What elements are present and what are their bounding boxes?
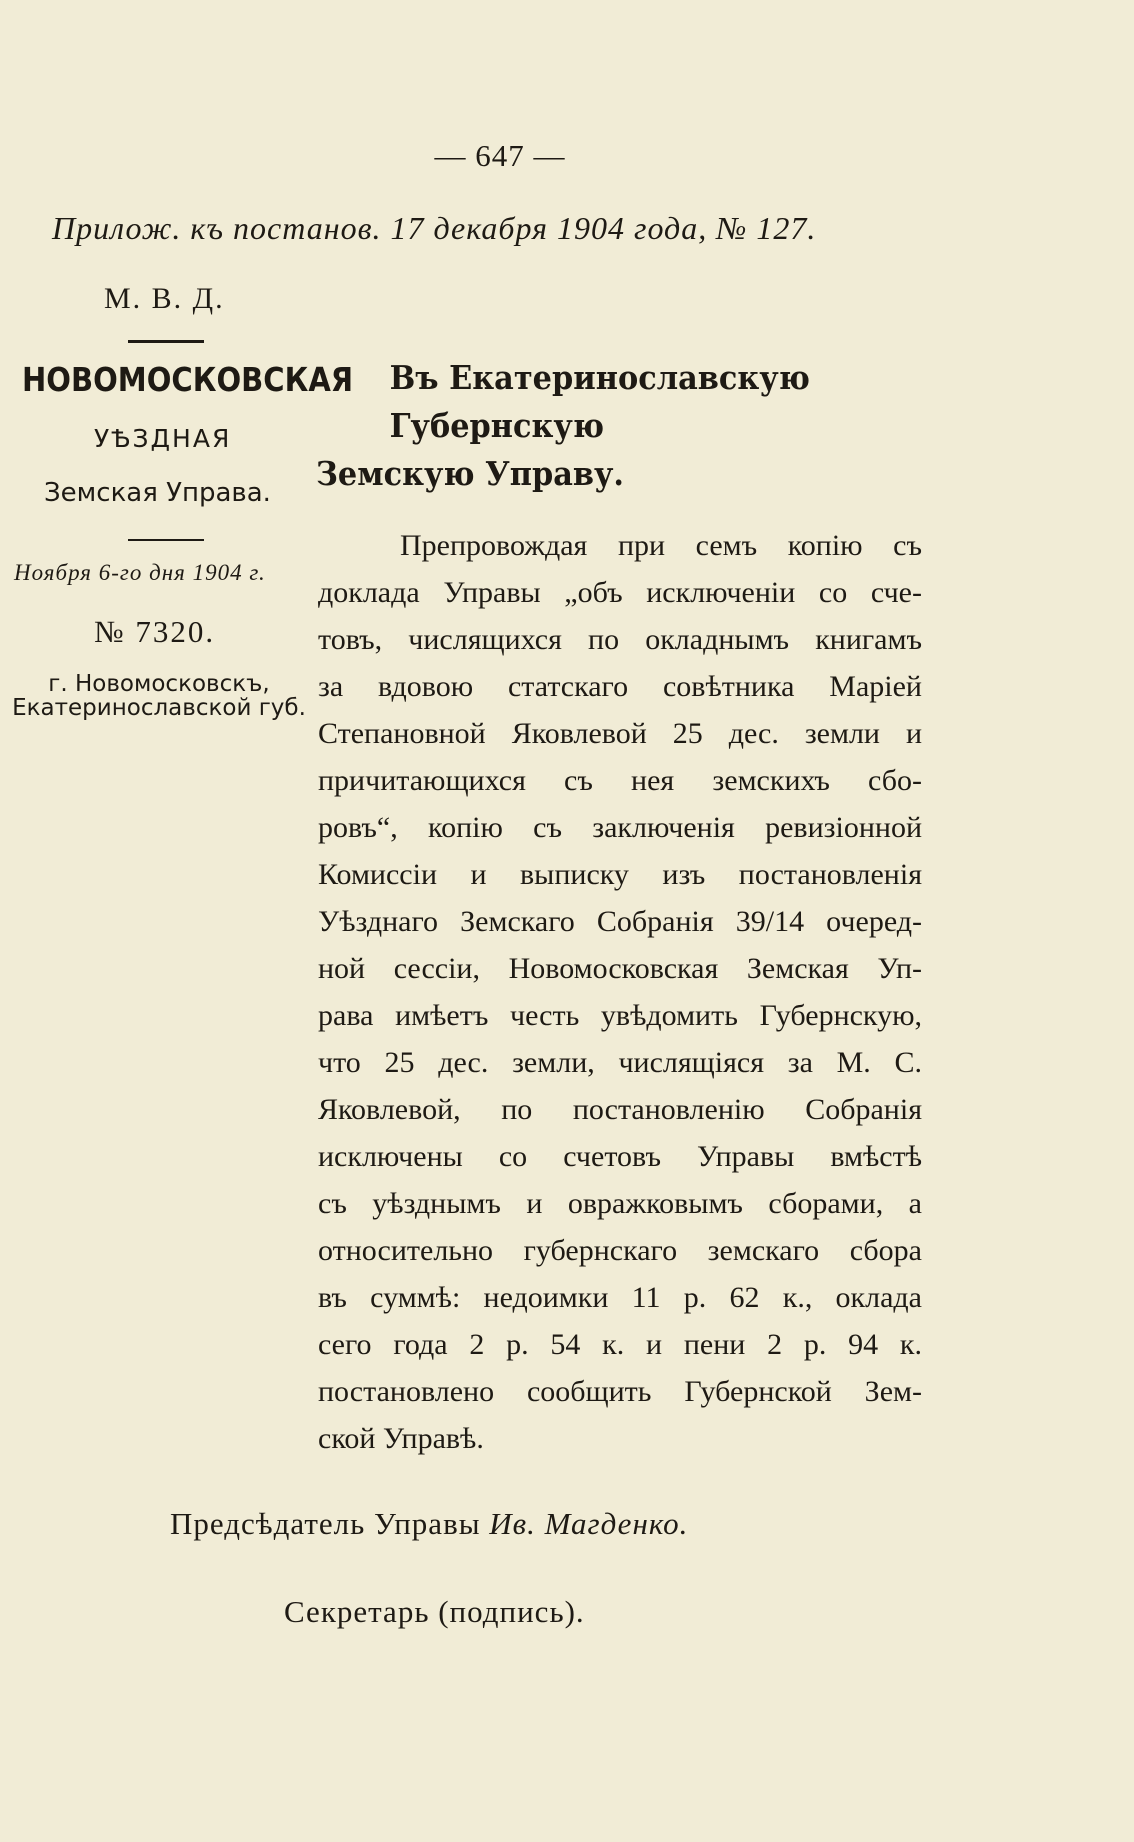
body-line: сего года 2 р. 54 к. и пени 2 р. 94 к. [318,1328,922,1361]
body-line: Степановной Яковлевой 25 дес. земли и [318,717,922,750]
board-name: НОВОМОСКОВСКАЯ [22,360,354,399]
body-line: съ уѣзднымъ и овражковымъ сборами, а [318,1187,922,1220]
board-type: УѢЗДНАЯ [94,424,232,453]
letter-body [318,522,922,1462]
body-line: Уѣзднаго Земскаго Собранія 39/14 очеред- [318,905,922,938]
body-line: ской Управѣ. [318,1422,484,1455]
letter-number: № 7320. [94,614,216,649]
body-line: ровъ“, копію съ заключенія ревизіонной [318,811,922,844]
chairman-name: Ив. Магденко. [489,1506,689,1541]
body-line: что 25 дес. земли, числящіяся за М. С. [318,1046,922,1079]
body-line: относительно губернскаго земскаго сбора [318,1234,922,1267]
body-line: Препровождая при семъ копію съ [400,529,922,562]
letter-place: г. Новомосковскъ, Екатеринославской губ. [12,671,306,721]
page-number: — 647 — [434,138,566,173]
body-line: Комиссіи и выписку изъ постановленія [318,858,922,891]
body-line: доклада Управы „объ исключеніи со сче- [318,576,922,609]
chairman-label: Предсѣдатель Управы [170,1506,481,1541]
body-line: въ суммѣ: недоимки 11 р. 62 к., оклада [318,1281,922,1314]
addressee-line-1: Въ Екатеринославскую Губернскую [389,358,810,445]
body-line: рава имѣетъ честь увѣдомить Губернскую, [318,999,922,1032]
body-line: причитающихся съ нея земскихъ сбо- [318,764,922,797]
body-line: постановлено сообщить Губернской Зем- [318,1375,922,1408]
ministry-label: М. В. Д. [104,282,225,315]
addressee-line-2: Земскую Управу. [316,454,624,493]
body-line: за вдовою статскаго совѣтника Маріей [318,670,922,703]
divider-middle [128,539,204,541]
body-line: товъ, числящихся по окладнымъ книгамъ [318,623,922,656]
body-line: ной сессіи, Новомосковская Земская Уп- [318,952,922,985]
secretary-signature: Секретарь (подпись). [284,1594,585,1629]
chairman-signature [170,1506,688,1542]
letter-date: Ноября 6-го дня 1904 г. [14,560,266,585]
body-line: Яковлевой, по постановленію Собранія [318,1093,922,1126]
addressee [316,354,877,498]
body-line: исключены со счетовъ Управы вмѣстѣ [318,1140,922,1173]
appendix-reference: Прилож. къ постанов. 17 декабря 1904 года, № 127. [52,210,817,246]
board-full-name: Земская Управа. [44,478,271,508]
divider-top [128,340,204,343]
